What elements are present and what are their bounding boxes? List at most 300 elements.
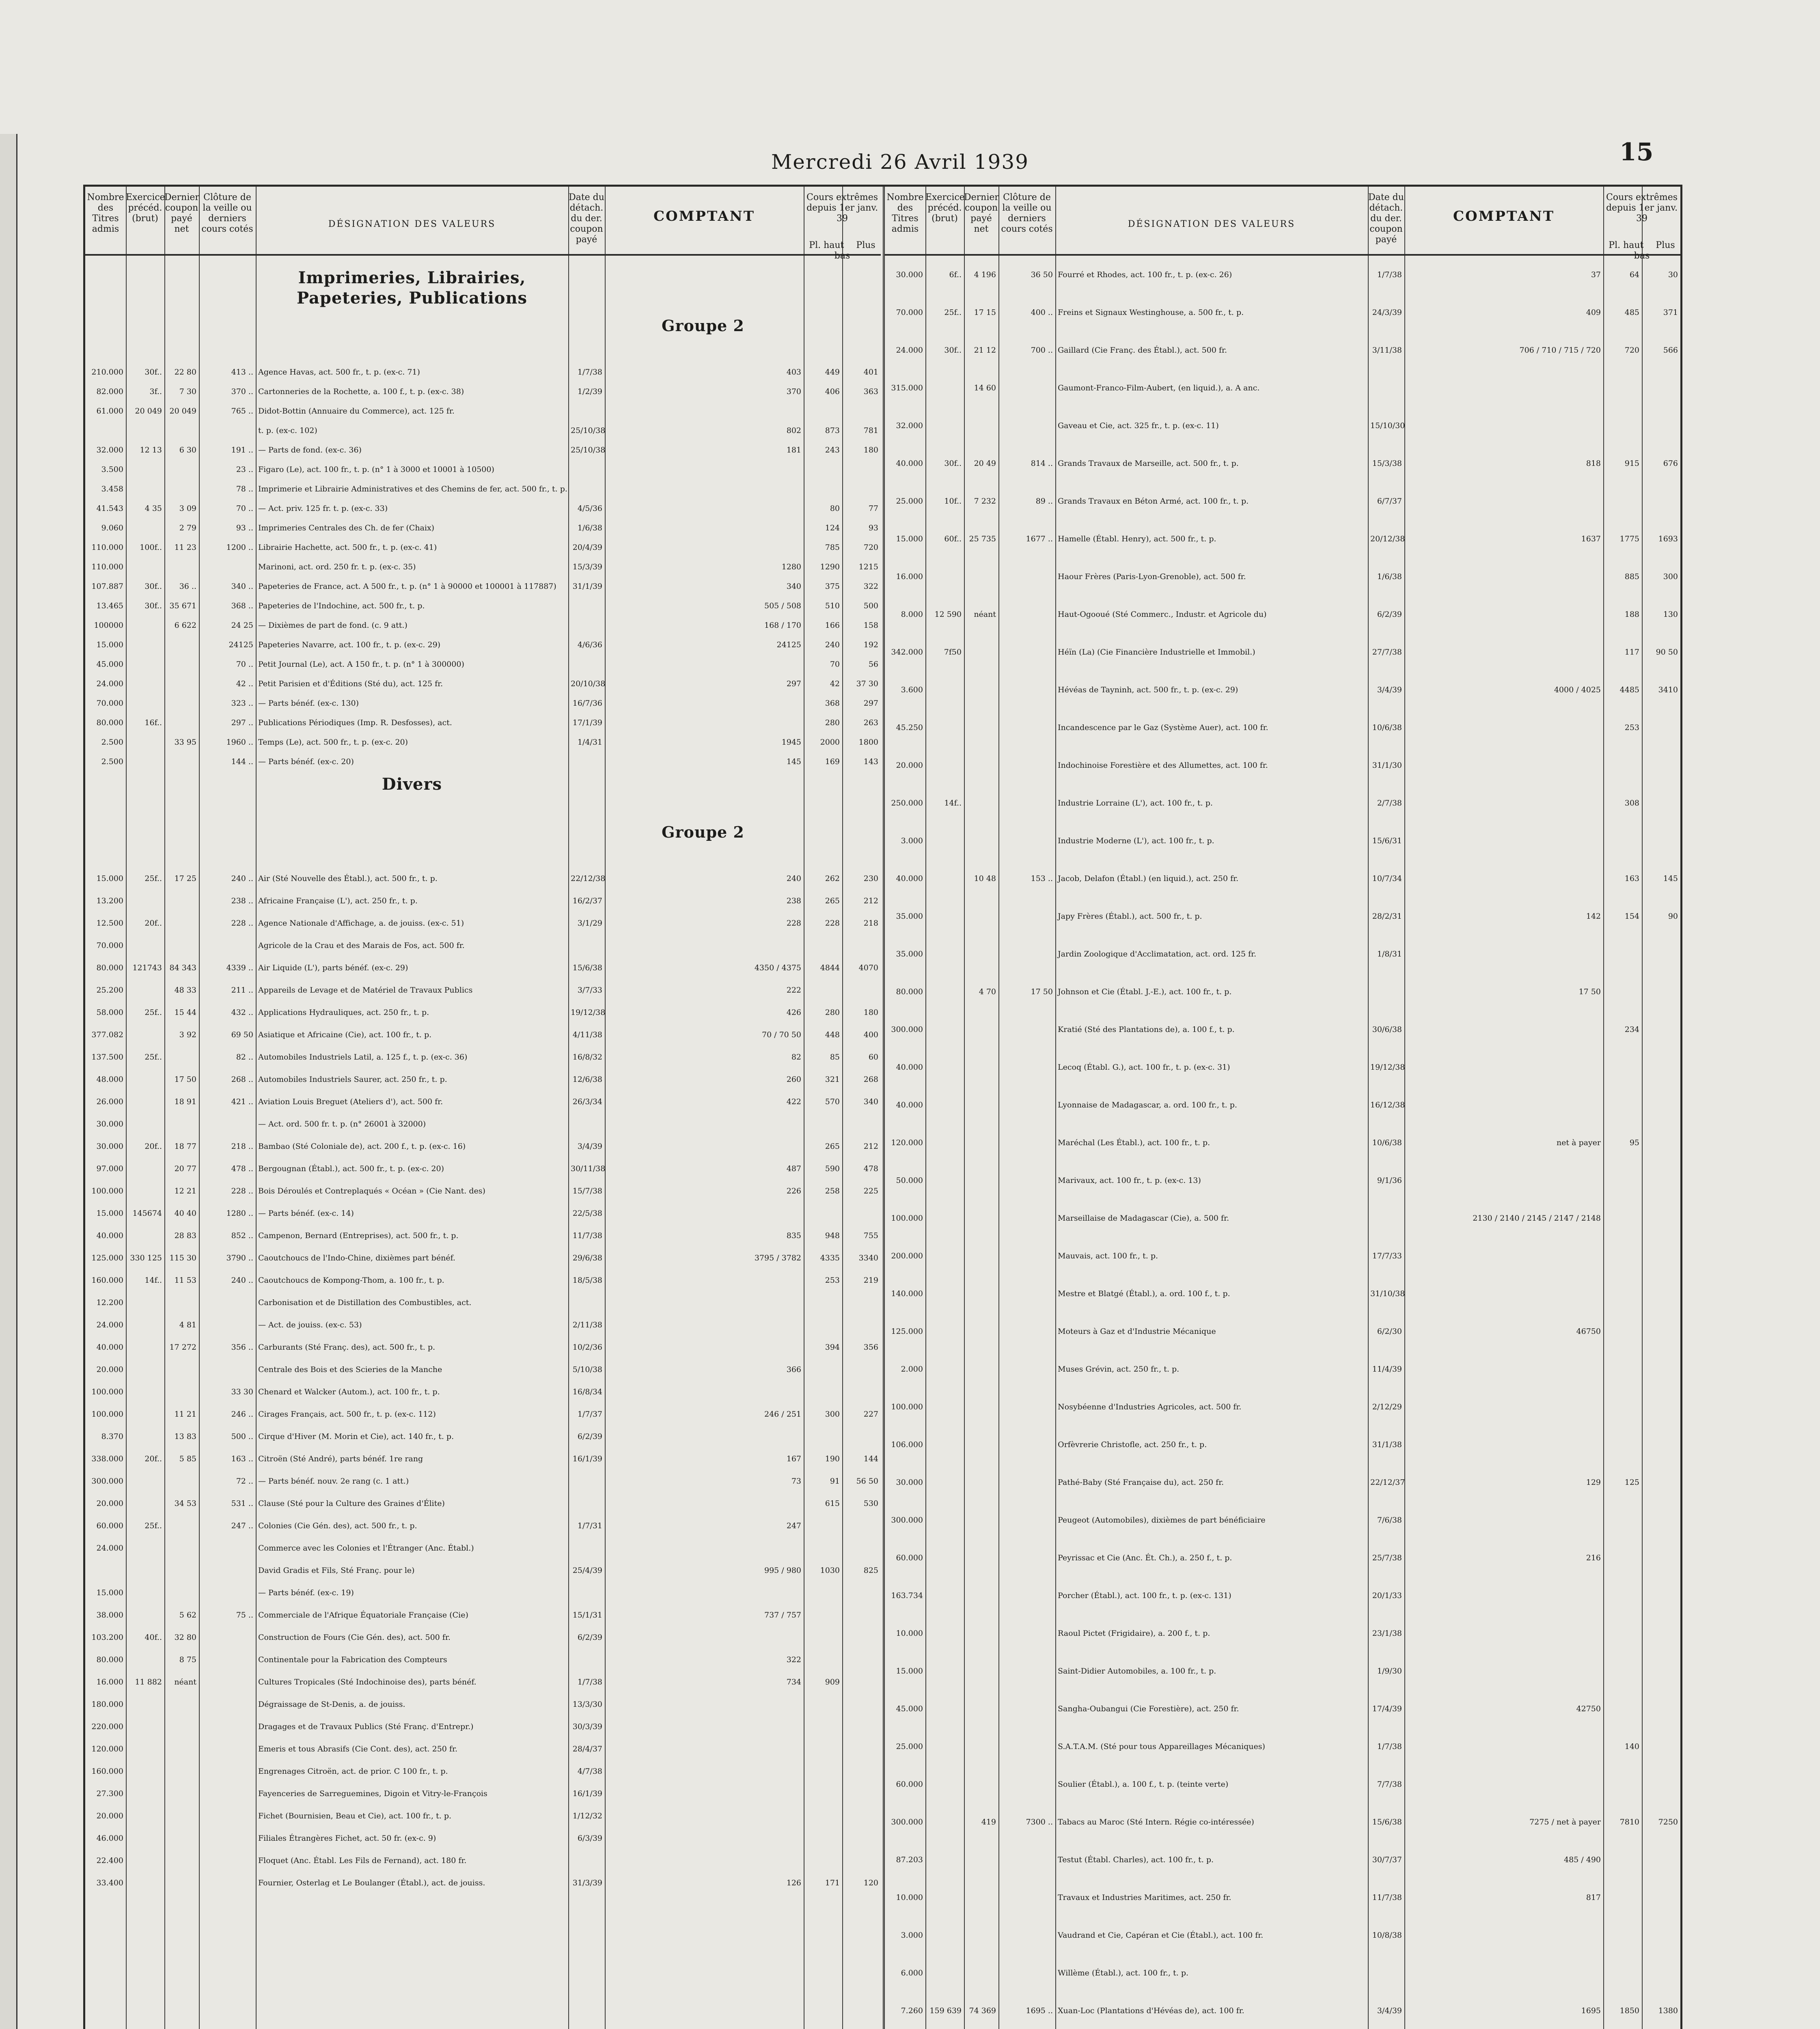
left-cell-haut: 2000: [820, 738, 840, 747]
left-cell-cloture: 163 ..: [231, 1454, 253, 1463]
right-cell-titres: 25.000: [896, 497, 923, 506]
left-cell-titres: 15.000: [96, 640, 123, 649]
left-cell-coupon: 6 30: [179, 446, 196, 454]
left-cell-haut: 570: [825, 1097, 840, 1106]
left-cell-bas: 1800: [858, 738, 878, 747]
left-cell-titres: 16.000: [96, 1678, 123, 1687]
right-cell-haut: 163: [1624, 874, 1639, 883]
left-cell-titres: 82.000: [96, 387, 123, 396]
left-cell-name: Aviation Louis Breguet (Ateliers d'), act. 500 fr.: [258, 1097, 443, 1106]
left-cell-cloture: 3790 ..: [226, 1254, 253, 1262]
left-cell-ex: 14f..: [144, 1276, 162, 1285]
right-cell-name: Maréchal (Les Établ.), act. 100 fr., t. p.: [1058, 1138, 1210, 1147]
right-cell-titres: 163.734: [891, 1591, 923, 1600]
right-table-row: [885, 683, 1680, 697]
left-table-row: [85, 1764, 881, 1778]
right-cell-coupon: 7 232: [974, 497, 996, 506]
right-cell-name: Indochinoise Forestière et des Allumettes, act. 100 fr.: [1058, 761, 1268, 770]
left-table-row: [85, 1363, 881, 1376]
left-cell-cloture: 144 ..: [231, 757, 253, 766]
left-cell-coupon: 84 343: [169, 963, 196, 972]
left-cell-haut: 4844: [820, 963, 840, 972]
right-header-comptant: COMPTANT: [1404, 187, 1603, 256]
left-table-row: [85, 1697, 881, 1711]
left-cell-titres: 70.000: [96, 699, 123, 708]
left-cell-date: 16/1/39: [572, 1789, 602, 1798]
right-cell-cloture: 36 50: [1031, 270, 1053, 279]
right-cell-date: 6/2/30: [1377, 1327, 1402, 1336]
right-cell-bas: 7250: [1658, 1818, 1678, 1827]
left-cell-cloture: 4339 ..: [226, 963, 253, 972]
right-cell-coupon: 419: [981, 1818, 996, 1827]
left-table-row: [85, 1073, 881, 1086]
left-cell-date: 4/5/36: [577, 504, 602, 513]
right-table-row: [885, 1815, 1680, 1829]
left-cell-date: 12/6/38: [572, 1075, 602, 1084]
right-cell-titres: 87.203: [896, 1855, 923, 1864]
right-cell-comptant: 817: [1586, 1893, 1601, 1902]
right-table-row: [885, 1551, 1680, 1565]
right-cell-name: Testut (Établ. Charles), act. 100 fr., t. p.: [1058, 1855, 1214, 1864]
left-groupe-label: Groupe 2: [662, 823, 744, 841]
right-table-row: [885, 1891, 1680, 1904]
left-cell-cloture: 75 ..: [236, 1611, 253, 1620]
left-cell-bas: 400: [863, 1030, 878, 1039]
left-table-row: [85, 1720, 881, 1734]
left-cell-name: Emeris et tous Abrasifs (Cie Cont. des), act. 250 fr.: [258, 1745, 457, 1753]
right-cell-date: 1/9/30: [1377, 1667, 1402, 1676]
left-table-row: [85, 1564, 881, 1577]
right-cell-coupon: 4 196: [974, 270, 996, 279]
left-table-row: [85, 404, 881, 418]
left-cell-date: 16/8/32: [572, 1053, 602, 1062]
right-cell-date: 30/6/38: [1372, 1025, 1402, 1034]
right-cell-name: Grands Travaux de Marseille, act. 500 fr., t. p.: [1058, 459, 1239, 468]
left-cell-titres: 58.000: [96, 1008, 123, 1017]
left-cell-cloture: 1280 ..: [226, 1209, 253, 1218]
left-cell-comptant: 126: [786, 1878, 801, 1887]
quotation-table: [83, 185, 1682, 2029]
left-cell-bas: 720: [863, 543, 878, 552]
left-cell-cloture: 240 ..: [231, 874, 253, 883]
left-table-row: [85, 1474, 881, 1488]
left-cell-name: Cartonneries de la Rochette, a. 100 f., t. p. (ex-c. 38): [258, 387, 464, 396]
left-cell-name: — Parts bénéf. (ex-c. 19): [258, 1588, 354, 1597]
right-cell-cloture: 400 ..: [1031, 308, 1053, 317]
right-table-row: [885, 1098, 1680, 1112]
left-cell-date: 1/2/39: [577, 387, 602, 396]
left-header-cours-extremes: [804, 187, 881, 261]
left-plus-bas-label: Plus bas: [834, 240, 875, 261]
left-table-row: [85, 638, 881, 652]
left-table-row: [85, 1608, 881, 1622]
left-cell-haut: 253: [825, 1276, 840, 1285]
left-table-row: [85, 1541, 881, 1555]
left-cell-haut: 171: [825, 1878, 840, 1887]
left-cell-date: 15/7/38: [572, 1187, 602, 1195]
left-cell-bas: 263: [863, 718, 878, 727]
left-table-row: [85, 1028, 881, 1042]
left-cell-coupon: 13 83: [174, 1432, 196, 1441]
left-cell-name: Applications Hydrauliques, act. 250 fr., t. p.: [258, 1008, 429, 1017]
left-cell-date: 5/10/38: [572, 1365, 602, 1374]
left-cell-cloture: 323 ..: [231, 699, 253, 708]
right-cell-name: Jardin Zoologique d'Acclimatation, act. ord. 125 fr.: [1058, 950, 1257, 958]
left-cell-date: 25/4/39: [572, 1566, 602, 1575]
left-cell-ex: 25f..: [144, 1053, 162, 1062]
right-cell-titres: 30.000: [896, 270, 923, 279]
left-cell-coupon: 7 30: [179, 387, 196, 396]
left-table-row: [85, 983, 881, 997]
right-cell-titres: 100.000: [891, 1402, 923, 1411]
left-cell-cloture: 211 ..: [231, 986, 253, 995]
right-table-row: [885, 381, 1680, 395]
right-table-row: [885, 1136, 1680, 1150]
right-cell-cloture: 700 ..: [1031, 346, 1053, 355]
right-cell-name: Orfèvrerie Christofle, act. 250 fr., t. p.: [1058, 1440, 1207, 1449]
left-cell-bas: 230: [863, 874, 878, 883]
right-cell-coupon: 17 15: [974, 308, 996, 317]
left-cell-name: Citroën (Sté André), parts bénéf. 1re rang: [258, 1454, 423, 1463]
left-cell-titres: 3.500: [101, 465, 123, 474]
left-cell-coupon: 115 30: [169, 1254, 196, 1262]
right-cell-titres: 60.000: [896, 1553, 923, 1562]
left-table-row: [85, 1117, 881, 1131]
left-cell-coupon: 32 80: [174, 1633, 196, 1642]
left-cell-ex: 11 882: [135, 1678, 162, 1687]
left-cell-comptant: 167: [786, 1454, 801, 1463]
right-table-row: [885, 268, 1680, 282]
right-cell-titres: 70.000: [896, 308, 923, 317]
left-cell-ex: 25f..: [144, 1521, 162, 1530]
left-cell-name: Caoutchoucs de Kompong-Thom, a. 100 fr., t. p.: [258, 1276, 444, 1285]
left-cell-name: Fayenceries de Sarreguemines, Digoin et Vitry-le-François: [258, 1789, 487, 1798]
right-cell-date: 15/6/38: [1372, 1818, 1402, 1827]
left-cell-bas: 755: [863, 1231, 878, 1240]
left-cell-name: Cirages Français, act. 500 fr., t. p. (ex-c. 112): [258, 1410, 436, 1419]
left-cell-name: Figaro (Le), act. 100 fr., t. p. (n° 1 à 3000 et 10001 à 10500): [258, 465, 494, 474]
right-cell-name: Mestre et Blatgé (Établ.), a. ord. 100 f., t. p.: [1058, 1289, 1230, 1298]
right-cell-comptant: 4000 / 4025: [1554, 685, 1601, 694]
left-cell-name: Carburants (Sté Franç. des), act. 500 fr., t. p.: [258, 1343, 436, 1352]
left-cell-name: Librairie Hachette, act. 500 fr., t. p. (ex-c. 41): [258, 543, 437, 552]
left-cell-date: 1/12/32: [572, 1811, 602, 1820]
left-cell-haut: 394: [825, 1343, 840, 1352]
left-cell-titres: 3.458: [101, 485, 123, 493]
right-cell-cloture: 814 ..: [1031, 459, 1053, 468]
left-cell-name: Air Liquide (L'), parts bénéf. (ex-c. 29): [258, 963, 408, 972]
right-table-row: [885, 1174, 1680, 1187]
left-cell-name: Marinoni, act. ord. 250 fr. t. p. (ex-c. 35): [258, 562, 416, 571]
right-cell-titres: 40.000: [896, 1063, 923, 1072]
left-table-row: [85, 1831, 881, 1845]
right-header-titres: Nombre des Titres admis: [885, 187, 925, 256]
right-cell-haut: 485: [1624, 308, 1639, 317]
left-cell-name: Construction de Fours (Cie Gén. des), act. 500 fr.: [258, 1633, 451, 1642]
left-cell-bas: 356: [863, 1343, 878, 1352]
right-cell-name: Kratié (Sté des Plantations de), a. 100 f., t. p.: [1058, 1025, 1235, 1034]
right-cell-haut: 95: [1629, 1138, 1639, 1147]
left-cell-haut: 873: [825, 426, 840, 435]
left-cell-cloture: 421 ..: [231, 1097, 253, 1106]
right-table-row: [885, 1023, 1680, 1036]
left-cell-date: 22/5/38: [572, 1209, 602, 1218]
left-cell-titres: 100000: [94, 621, 123, 630]
left-cell-coupon: 2 79: [179, 523, 196, 532]
left-cell-coupon: 11 23: [174, 543, 196, 552]
left-cell-name: Automobiles Industriels Saurer, act. 250 fr., t. p.: [258, 1075, 447, 1084]
right-cell-name: Gaumont-Franco-Film-Aubert, (en liquid.), a. A anc.: [1058, 383, 1260, 392]
left-header-titres: Nombre des Titres admis: [85, 187, 126, 256]
left-cell-haut: 240: [825, 640, 840, 649]
right-cell-haut: 125: [1624, 1478, 1639, 1487]
right-table-row: [885, 985, 1680, 999]
left-cell-comptant: 4350 / 4375: [754, 963, 801, 972]
right-cell-date: 28/2/31: [1372, 912, 1402, 921]
left-cell-titres: 24.000: [96, 1320, 123, 1329]
left-table-row: [85, 463, 881, 476]
right-cell-name: Peugeot (Automobiles), dixièmes de part bénéficiaire: [1058, 1516, 1266, 1525]
left-cell-date: 6/2/39: [577, 1432, 602, 1441]
right-cell-titres: 40.000: [896, 459, 923, 468]
right-cell-cloture: 153 ..: [1031, 874, 1053, 883]
left-cell-titres: 137.500: [91, 1053, 123, 1062]
right-cell-date: 1/6/38: [1377, 572, 1402, 581]
left-cell-comptant: 737 / 757: [764, 1611, 801, 1620]
right-table-row: [885, 834, 1680, 848]
right-header-cours-extremes: [1603, 187, 1680, 261]
right-plus-bas-label: Plus bas: [1634, 240, 1675, 261]
right-table-row: [885, 494, 1680, 508]
left-cell-ex: 100f..: [140, 543, 162, 552]
left-cell-ex: 330 125: [130, 1254, 162, 1262]
right-cell-ex: 30f..: [944, 459, 962, 468]
left-cell-cloture: 69 50: [231, 1030, 253, 1039]
right-cell-titres: 3.000: [901, 1931, 923, 1940]
left-cell-cloture: 1200 ..: [226, 543, 253, 552]
left-cell-cloture: 228 ..: [231, 919, 253, 928]
left-table-row: [85, 1653, 881, 1667]
previous-page-edge: [0, 134, 17, 2029]
right-cell-titres: 35.000: [896, 950, 923, 958]
right-cell-ex: 12 590: [934, 610, 962, 619]
right-cell-date: 2/12/29: [1372, 1402, 1402, 1411]
right-cell-cloture: 1677 ..: [1026, 534, 1053, 543]
right-cell-titres: 125.000: [891, 1327, 923, 1336]
right-cell-titres: 7.260: [901, 2006, 923, 2015]
left-cell-cloture: 238 ..: [231, 896, 253, 905]
left-cell-coupon: 8 75: [179, 1655, 196, 1664]
right-cell-bas: 1380: [1658, 2006, 1678, 2015]
left-cell-bas: 363: [863, 387, 878, 396]
left-table-row: [85, 1273, 881, 1287]
right-cell-name: Lecoq (Établ. G.), act. 100 fr., t. p. (ex-c. 31): [1058, 1063, 1230, 1072]
left-cell-name: Commerce avec les Colonies et l'Étranger (Anc. Établ.): [258, 1544, 474, 1553]
left-cell-comptant: 24125: [776, 640, 801, 649]
left-cell-coupon: 17 272: [169, 1343, 196, 1352]
left-cell-titres: 15.000: [96, 1209, 123, 1218]
left-cell-date: 28/4/37: [572, 1745, 602, 1753]
right-cell-name: Jacob, Delafon (Établ.) (en liquid.), act. 250 fr.: [1058, 874, 1239, 883]
left-cell-date: 20/4/39: [572, 543, 602, 552]
right-cell-bas: 145: [1663, 874, 1678, 883]
left-cell-date: 6/3/39: [577, 1834, 602, 1843]
left-table-row: [85, 385, 881, 398]
left-cell-coupon: 12 21: [174, 1187, 196, 1195]
left-cell-name: Petit Parisien et d'Éditions (Sté du), act. 125 fr.: [258, 679, 443, 688]
right-cell-name: Willème (Établ.), act. 100 fr., t. p.: [1058, 1969, 1189, 1977]
right-cell-name: Tabacs au Maroc (Sté Intern. Régie co-intéressée): [1058, 1818, 1254, 1827]
left-cell-haut: 265: [825, 1142, 840, 1151]
left-cell-date: 13/3/30: [572, 1700, 602, 1709]
right-cell-titres: 342.000: [891, 648, 923, 657]
left-groupe-label: Groupe 2: [662, 317, 744, 335]
right-table-row: [885, 1438, 1680, 1452]
right-cell-comptant: 7275 / net à payer: [1529, 1818, 1601, 1827]
right-cell-titres: 300.000: [891, 1025, 923, 1034]
left-cell-haut: 190: [825, 1454, 840, 1463]
left-cell-comptant: 70 / 70 50: [761, 1030, 801, 1039]
right-cell-bas: 300: [1663, 572, 1678, 581]
left-cell-titres: 8.370: [101, 1432, 123, 1441]
left-cell-date: 11/7/38: [572, 1231, 602, 1240]
left-cell-titres: 100.000: [91, 1387, 123, 1396]
left-cell-haut: 280: [825, 1008, 840, 1017]
left-cell-bas: 143: [863, 757, 878, 766]
left-cell-haut: 80: [830, 504, 840, 513]
right-cell-date: 20/12/38: [1370, 534, 1405, 543]
left-cell-comptant: 168 / 170: [764, 621, 801, 630]
left-cell-haut: 448: [825, 1030, 840, 1039]
left-cell-name: Cultures Tropicales (Sté Indochinoise des), parts bénéf.: [258, 1678, 477, 1687]
right-cell-date: 10/8/38: [1372, 1931, 1402, 1940]
left-cell-titres: 97.000: [96, 1164, 123, 1173]
right-header-exercice: Exercice précéd. (brut): [925, 187, 964, 256]
left-cell-bas: 180: [863, 446, 878, 454]
left-cell-name: Bois Déroulés et Contreplaqués « Océan » (Cie Nant. des): [258, 1187, 485, 1195]
right-cell-coupon: 74 369: [969, 2006, 996, 2015]
right-table-row: [885, 343, 1680, 357]
left-cell-coupon: 3 92: [179, 1030, 196, 1039]
left-cell-name: Filiales Étrangères Fichet, act. 50 fr. (ex-c. 9): [258, 1834, 436, 1843]
right-cell-date: 7/6/38: [1377, 1516, 1402, 1525]
left-cell-date: 16/7/36: [572, 699, 602, 708]
right-cell-name: Xuan-Loc (Plantations d'Hévéas de), act. 100 fr.: [1058, 2006, 1244, 2015]
right-cell-titres: 10.000: [896, 1629, 923, 1638]
right-cell-comptant: 129: [1586, 1478, 1601, 1487]
right-cell-date: 1/7/38: [1377, 1742, 1402, 1751]
right-cell-bas: 90: [1668, 912, 1678, 921]
right-cell-date: 10/6/38: [1372, 723, 1402, 732]
left-cell-titres: 220.000: [91, 1722, 123, 1731]
right-cell-cloture: 89 ..: [1035, 497, 1053, 506]
left-cell-titres: 100.000: [91, 1410, 123, 1419]
left-cell-bas: 340: [863, 1097, 878, 1106]
left-cell-titres: 27.300: [96, 1789, 123, 1798]
right-table-row: [885, 872, 1680, 885]
right-cell-name: Haour Frères (Paris-Lyon-Grenoble), act. 500 fr.: [1058, 572, 1246, 581]
right-cell-haut: 234: [1624, 1025, 1639, 1034]
left-cell-cloture: 340 ..: [231, 582, 253, 591]
right-table-row: [885, 607, 1680, 621]
left-cell-coupon: 34 53: [174, 1499, 196, 1508]
left-cell-date: 2/11/38: [572, 1320, 602, 1329]
right-cell-titres: 3.000: [901, 836, 923, 845]
left-cell-bas: 825: [863, 1566, 878, 1575]
left-cell-name: Caoutchoucs de l'Indo-Chine, dixièmes part bénéf.: [258, 1254, 455, 1262]
left-cell-bas: 530: [863, 1499, 878, 1508]
right-table-row: [885, 796, 1680, 810]
right-cell-titres: 40.000: [896, 1101, 923, 1109]
left-cell-date: 1/7/38: [577, 1678, 602, 1687]
right-cell-name: Soulier (Établ.), a. 100 f., t. p. (teinte verte): [1058, 1780, 1229, 1789]
left-cell-date: 3/1/29: [577, 919, 602, 928]
left-cell-name: — Act. priv. 125 fr. t. p. (ex-c. 33): [258, 504, 388, 513]
left-cell-name: Papeteries Navarre, act. 100 fr., t. p. (ex-c. 29): [258, 640, 441, 649]
right-cell-comptant: 2130 / 2140 / 2145 / 2147 / 2148: [1473, 1214, 1601, 1223]
left-cell-haut: 85: [830, 1053, 840, 1062]
right-cell-name: Incandescence par le Gaz (Système Auer), act. 100 fr.: [1058, 723, 1268, 732]
left-cell-titres: 210.000: [91, 368, 123, 377]
right-table-row: [885, 1475, 1680, 1489]
right-cours-extremes-label: Cours extrêmes depuis 1er janv. 39: [1606, 192, 1678, 224]
left-cell-titres: 30.000: [96, 1120, 123, 1129]
left-cell-bas: 93: [868, 523, 878, 532]
left-cell-comptant: 403: [786, 368, 801, 377]
left-header-date-detach: Date du détach. du der. coupon payé: [568, 187, 605, 256]
left-header-comptant: COMPTANT: [605, 187, 804, 256]
left-cell-coupon: 20 77: [174, 1164, 196, 1173]
right-table-row: [885, 1740, 1680, 1753]
left-table-row: [85, 560, 881, 574]
left-cell-titres: 24.000: [96, 1544, 123, 1553]
right-cell-haut: 140: [1624, 1742, 1639, 1751]
left-cell-comptant: 487: [786, 1164, 801, 1173]
right-table-row: [885, 1928, 1680, 1942]
left-cell-cloture: 413 ..: [231, 368, 253, 377]
left-cell-date: 6/2/39: [577, 1633, 602, 1642]
right-cell-date: 30/7/37: [1372, 1855, 1402, 1864]
right-table-row: [885, 570, 1680, 584]
right-cell-ex: 10f..: [944, 497, 962, 506]
left-cell-date: 15/1/31: [572, 1611, 602, 1620]
right-cell-cloture: 1695 ..: [1026, 2006, 1053, 2015]
left-cell-bas: 218: [863, 919, 878, 928]
right-cell-date: 23/1/38: [1372, 1629, 1402, 1638]
right-cell-comptant: 17 50: [1578, 987, 1601, 996]
left-cell-haut: 262: [825, 874, 840, 883]
right-table-row: [885, 1589, 1680, 1603]
right-cell-haut: 253: [1624, 723, 1639, 732]
right-cell-ex: 6f..: [949, 270, 962, 279]
left-cell-cloture: 33 30: [231, 1387, 253, 1396]
left-cell-cloture: 765 ..: [231, 407, 253, 416]
right-cell-titres: 45.250: [896, 723, 923, 732]
left-cell-date: 25/10/38: [571, 426, 606, 435]
left-cell-titres: 38.000: [96, 1611, 123, 1620]
left-cell-name: Imprimeries Centrales des Ch. de fer (Chaix): [258, 523, 435, 532]
left-cell-ex: 25f..: [144, 1008, 162, 1017]
right-cell-comptant: 42750: [1576, 1704, 1601, 1713]
left-cell-bas: 144: [863, 1454, 878, 1463]
left-cell-name: Asiatique et Africaine (Cie), act. 100 fr., t. p.: [258, 1030, 432, 1039]
left-cell-comptant: 222: [786, 986, 801, 995]
right-table-row: [885, 1211, 1680, 1225]
left-cell-coupon: 40 40: [174, 1209, 196, 1218]
left-cours-extremes-label: Cours extrêmes depuis 1er janv. 39: [806, 192, 878, 224]
right-cell-name: Fourré et Rhodes, act. 100 fr., t. p. (ex-c. 26): [1058, 270, 1232, 279]
left-cell-comptant: 366: [786, 1365, 801, 1374]
